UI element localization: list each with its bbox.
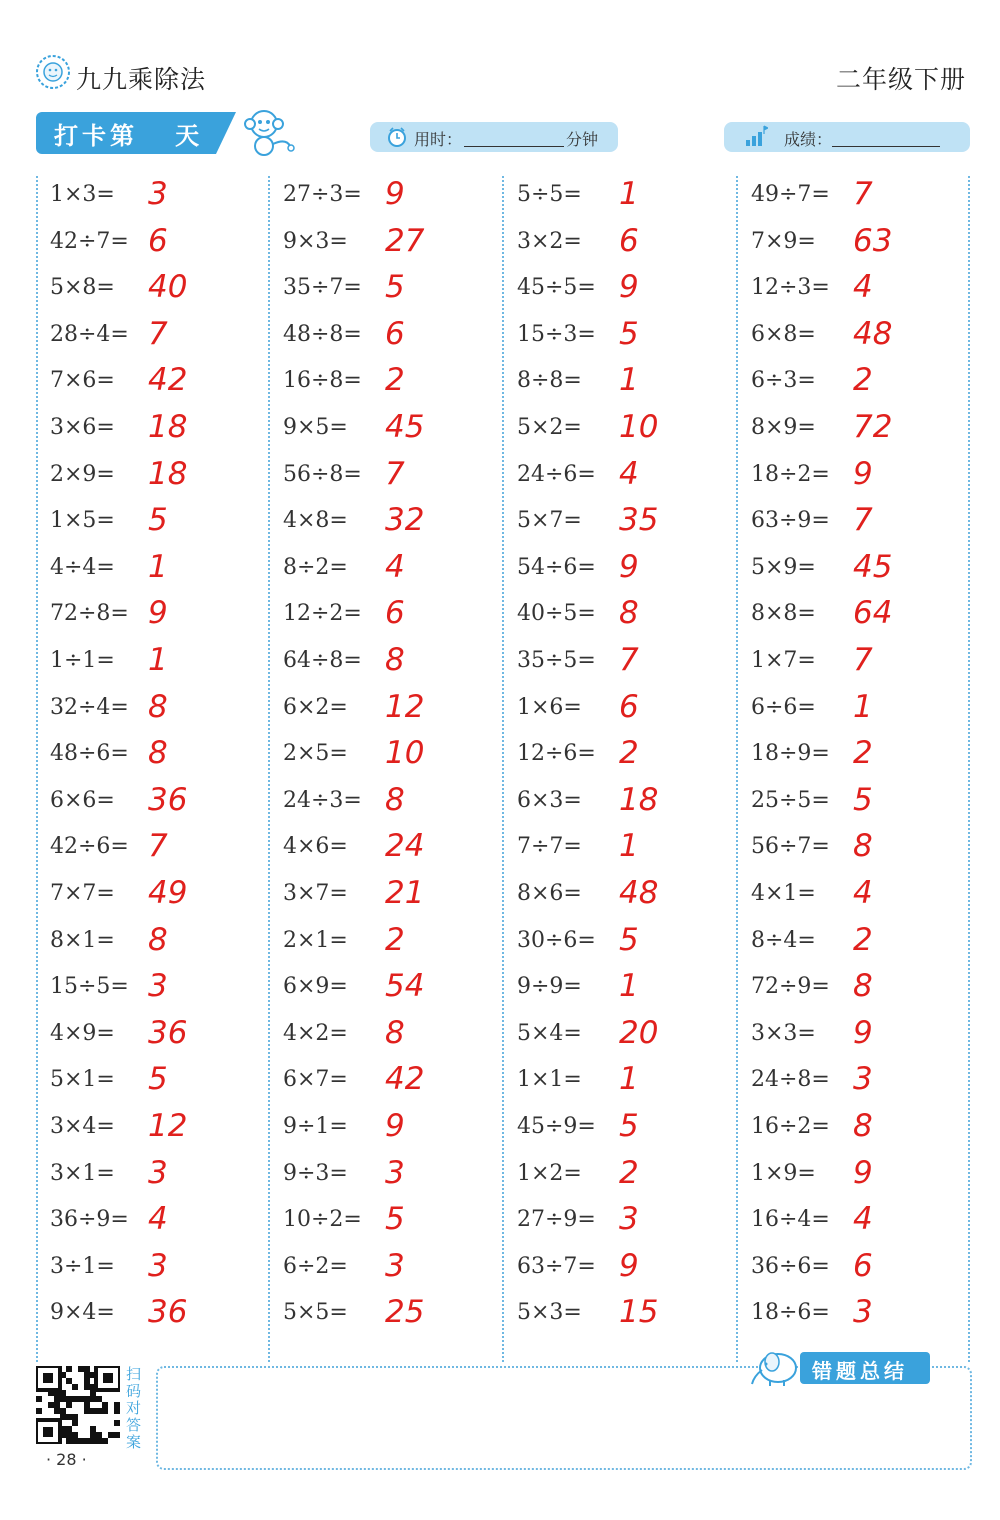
column-divider — [736, 176, 738, 1362]
handwritten-answer: 9 — [619, 269, 639, 306]
handwritten-answer: 36 — [148, 1014, 188, 1051]
handwritten-answer: 18 — [148, 409, 188, 445]
problem-expression: 12÷6= — [517, 741, 596, 767]
problem-expression: 27÷9= — [517, 1207, 596, 1233]
problem-expression: 1×7= — [751, 648, 816, 673]
problem-expression: 3×7= — [283, 881, 348, 906]
handwritten-answer: 4 — [853, 1201, 873, 1238]
problem-expression: 5×5= — [283, 1300, 348, 1326]
handwritten-answer: 8 — [385, 1014, 405, 1051]
handwritten-answer: 9 — [385, 176, 405, 212]
problem-expression: 27÷3= — [283, 182, 362, 207]
handwritten-answer: 64 — [853, 595, 893, 632]
problem-expression: 63÷9= — [751, 508, 830, 534]
problem-expression: 6×3= — [517, 787, 582, 813]
handwritten-answer: 8 — [148, 688, 168, 725]
handwritten-answer: 12 — [385, 688, 425, 725]
problem-expression: 9÷3= — [283, 1160, 348, 1186]
handwritten-answer: 7 — [148, 828, 168, 865]
handwritten-answer: 18 — [619, 781, 659, 818]
checkin-label: 打卡第 天 — [54, 122, 204, 150]
problem-expression: 3÷1= — [50, 1253, 115, 1279]
handwritten-answer: 2 — [853, 362, 873, 399]
handwritten-answer: 1 — [619, 968, 639, 1005]
handwritten-answer: 42 — [385, 1061, 425, 1098]
chart-icon — [744, 124, 768, 148]
problem-expression: 6×7= — [283, 1067, 348, 1093]
problem-expression: 16÷4= — [751, 1207, 830, 1233]
problem-expression: 6×6= — [50, 787, 115, 813]
handwritten-answer: 35 — [619, 502, 659, 539]
handwritten-answer: 9 — [853, 1014, 873, 1051]
problem-expression: 1×9= — [751, 1160, 816, 1186]
handwritten-answer: 7 — [853, 176, 873, 212]
problem-expression: 56÷7= — [751, 834, 830, 860]
handwritten-answer: 4 — [853, 269, 873, 306]
problem-expression: 5×7= — [517, 508, 582, 534]
handwritten-answer: 72 — [853, 409, 893, 445]
problem-expression: 5×8= — [50, 275, 115, 301]
monkey-mascot-icon — [238, 104, 298, 158]
column-divider — [268, 176, 270, 1362]
problem-expression: 10÷2= — [283, 1207, 362, 1233]
problem-expression: 48÷8= — [283, 321, 362, 347]
column-divider — [968, 176, 970, 1362]
handwritten-answer: 27 — [385, 222, 425, 259]
problem-expression: 2×9= — [50, 461, 115, 487]
handwritten-answer: 5 — [385, 269, 405, 306]
handwritten-answer: 3 — [148, 1154, 168, 1191]
handwritten-answer: 7 — [148, 315, 168, 352]
handwritten-answer: 1 — [619, 362, 639, 399]
problem-expression: 7×7= — [50, 881, 115, 906]
handwritten-answer: 2 — [619, 1154, 639, 1191]
handwritten-answer: 3 — [148, 968, 168, 1005]
handwritten-answer: 5 — [619, 315, 639, 352]
handwritten-answer: 6 — [148, 222, 168, 259]
handwritten-answer: 32 — [385, 502, 425, 539]
problem-expression: 30÷6= — [517, 927, 596, 953]
problem-expression: 12÷2= — [283, 601, 362, 627]
problem-expression: 6÷3= — [751, 368, 816, 394]
handwritten-answer: 5 — [148, 1061, 168, 1098]
problem-expression: 9×3= — [283, 228, 348, 254]
handwritten-answer: 7 — [853, 642, 873, 678]
problem-expression: 32÷4= — [50, 694, 129, 720]
handwritten-answer: 6 — [385, 595, 405, 632]
handwritten-answer: 9 — [385, 1108, 405, 1144]
handwritten-answer: 42 — [148, 362, 188, 399]
page-number: · 28 · — [46, 1450, 87, 1469]
problem-expression: 3×6= — [50, 415, 115, 440]
grade-label: 二年级下册 — [835, 65, 966, 94]
handwritten-answer: 5 — [853, 781, 873, 818]
problem-expression: 5×4= — [517, 1020, 582, 1046]
handwritten-answer: 2 — [853, 735, 873, 772]
handwritten-answer: 18 — [148, 455, 188, 492]
handwritten-answer: 3 — [148, 176, 168, 212]
problem-expression: 35÷5= — [517, 648, 596, 673]
problem-expression: 15÷5= — [50, 974, 129, 1000]
problem-expression: 7×6= — [50, 368, 115, 394]
handwritten-answer: 7 — [619, 642, 639, 678]
handwritten-answer: 48 — [853, 315, 893, 352]
handwritten-answer: 48 — [619, 875, 659, 911]
column-divider — [502, 176, 504, 1362]
handwritten-answer: 45 — [853, 548, 893, 585]
handwritten-answer: 3 — [853, 1294, 873, 1331]
problem-expression: 1×3= — [50, 182, 115, 207]
problem-expression: 54÷6= — [517, 554, 596, 580]
problem-expression: 49÷7= — [751, 182, 830, 207]
problem-expression: 4×9= — [50, 1020, 115, 1046]
problem-expression: 15÷3= — [517, 321, 596, 347]
handwritten-answer: 5 — [148, 502, 168, 539]
handwritten-answer: 3 — [385, 1154, 405, 1191]
score-label: 成绩： — [784, 130, 833, 149]
problem-expression: 8÷2= — [283, 554, 348, 580]
handwritten-answer: 6 — [619, 222, 639, 259]
handwritten-answer: 4 — [619, 455, 639, 492]
handwritten-answer: 6 — [619, 688, 639, 725]
problem-expression: 1×1= — [517, 1067, 582, 1093]
handwritten-answer: 9 — [619, 1247, 639, 1284]
problem-expression: 6÷2= — [283, 1253, 348, 1279]
problem-expression: 48÷6= — [50, 741, 129, 767]
problem-expression: 1×2= — [517, 1160, 582, 1186]
problem-expression: 42÷6= — [50, 834, 129, 860]
problem-expression: 4×6= — [283, 834, 348, 860]
handwritten-answer: 10 — [619, 409, 659, 445]
handwritten-answer: 5 — [619, 1108, 639, 1144]
problem-expression: 24÷6= — [517, 461, 596, 487]
problem-expression: 4÷4= — [50, 554, 115, 580]
handwritten-answer: 24 — [385, 828, 425, 865]
problem-expression: 1×6= — [517, 694, 582, 720]
problem-expression: 8÷8= — [517, 368, 582, 394]
problem-expression: 7÷7= — [517, 834, 582, 860]
problem-expression: 3×4= — [50, 1114, 115, 1139]
handwritten-answer: 3 — [853, 1061, 873, 1098]
handwritten-answer: 6 — [853, 1247, 873, 1284]
handwritten-answer: 10 — [385, 735, 425, 772]
problem-expression: 6×8= — [751, 321, 816, 347]
handwritten-answer: 25 — [385, 1294, 425, 1331]
handwritten-answer: 12 — [148, 1108, 188, 1144]
handwritten-answer: 6 — [385, 315, 405, 352]
problem-expression: 9÷1= — [283, 1114, 348, 1139]
problem-expression: 28÷4= — [50, 321, 129, 347]
problem-expression: 3×1= — [50, 1160, 115, 1186]
problem-expression: 24÷8= — [751, 1067, 830, 1093]
handwritten-answer: 36 — [148, 781, 188, 818]
problem-expression: 72÷8= — [50, 601, 129, 627]
problem-expression: 9×5= — [283, 415, 348, 440]
handwritten-answer: 63 — [853, 222, 893, 259]
handwritten-answer: 3 — [385, 1247, 405, 1284]
problem-expression: 56÷8= — [283, 461, 362, 487]
problem-expression: 8÷4= — [751, 927, 816, 953]
problem-expression: 6×2= — [283, 694, 348, 720]
elephant-mascot-icon — [748, 1344, 802, 1388]
summary-label: 错题总结 — [812, 1359, 908, 1383]
problem-expression: 25÷5= — [751, 787, 830, 813]
problem-expression: 5×1= — [50, 1067, 115, 1093]
problem-expression: 5×3= — [517, 1300, 582, 1326]
handwritten-answer: 2 — [385, 921, 405, 958]
handwritten-answer: 2 — [619, 735, 639, 772]
problem-expression: 18÷2= — [751, 461, 830, 487]
handwritten-answer: 40 — [148, 269, 188, 306]
problem-expression: 8×8= — [751, 601, 816, 627]
handwritten-answer: 9 — [619, 548, 639, 585]
handwritten-answer: 36 — [148, 1294, 188, 1331]
handwritten-answer: 9 — [853, 1154, 873, 1191]
handwritten-answer: 54 — [385, 968, 425, 1005]
handwritten-answer: 15 — [619, 1294, 659, 1331]
time-unit: 分钟 — [566, 130, 599, 149]
book-title: 九九乘除法 — [76, 65, 207, 94]
clock-icon — [386, 126, 408, 148]
problem-expression: 45÷9= — [517, 1114, 596, 1139]
handwritten-answer: 1 — [148, 548, 168, 585]
problem-expression: 4×2= — [283, 1020, 348, 1046]
problem-expression: 6÷6= — [751, 694, 816, 720]
problem-expression: 8×9= — [751, 415, 816, 440]
handwritten-answer: 8 — [385, 781, 405, 818]
handwritten-answer: 8 — [853, 828, 873, 865]
handwritten-answer: 45 — [385, 409, 425, 445]
problem-expression: 16÷8= — [283, 368, 362, 394]
problem-expression: 2×5= — [283, 741, 348, 767]
problem-expression: 5×2= — [517, 415, 582, 440]
handwritten-answer: 4 — [385, 548, 405, 585]
problem-expression: 63÷7= — [517, 1253, 596, 1279]
problem-expression: 72÷9= — [751, 974, 830, 1000]
handwritten-answer: 8 — [385, 642, 405, 678]
problem-expression: 24÷3= — [283, 787, 362, 813]
problem-expression: 9÷9= — [517, 974, 582, 1000]
handwritten-answer: 8 — [853, 968, 873, 1005]
problem-expression: 7×9= — [751, 228, 816, 254]
handwritten-answer: 3 — [148, 1247, 168, 1284]
problem-expression: 8×1= — [50, 927, 115, 953]
handwritten-answer: 2 — [853, 921, 873, 958]
problem-expression: 12÷3= — [751, 275, 830, 301]
problem-expression: 36÷6= — [751, 1253, 830, 1279]
handwritten-answer: 5 — [619, 921, 639, 958]
problem-expression: 1÷1= — [50, 648, 115, 673]
problem-expression: 18÷9= — [751, 741, 830, 767]
problem-expression: 9×4= — [50, 1300, 115, 1326]
handwritten-answer: 5 — [385, 1201, 405, 1238]
handwritten-answer: 1 — [619, 1061, 639, 1098]
problem-expression: 18÷6= — [751, 1300, 830, 1326]
handwritten-answer: 9 — [148, 595, 168, 632]
handwritten-answer: 8 — [619, 595, 639, 632]
problem-expression: 5÷5= — [517, 182, 582, 207]
handwritten-answer: 8 — [148, 735, 168, 772]
problem-expression: 35÷7= — [283, 275, 362, 301]
problem-expression: 8×6= — [517, 881, 582, 906]
handwritten-answer: 1 — [619, 176, 639, 212]
handwritten-answer: 3 — [619, 1201, 639, 1238]
handwritten-answer: 9 — [853, 455, 873, 492]
column-divider — [36, 176, 38, 1362]
lion-logo-icon — [34, 52, 72, 92]
handwritten-answer: 1 — [853, 688, 873, 725]
handwritten-answer: 4 — [853, 875, 873, 911]
problem-expression: 4×8= — [283, 508, 348, 534]
problem-expression: 64÷8= — [283, 648, 362, 673]
problem-expression: 36÷9= — [50, 1207, 129, 1233]
handwritten-answer: 8 — [148, 921, 168, 958]
problem-expression: 2×1= — [283, 927, 348, 953]
problem-expression: 45÷5= — [517, 275, 596, 301]
handwritten-answer: 1 — [148, 642, 168, 678]
qr-label: 扫码对答案 — [126, 1365, 142, 1451]
problem-expression: 4×1= — [751, 881, 816, 906]
handwritten-answer: 1 — [619, 828, 639, 865]
handwritten-answer: 4 — [148, 1201, 168, 1238]
problem-expression: 42÷7= — [50, 228, 129, 254]
qr-code-icon[interactable] — [36, 1366, 120, 1444]
problem-expression: 1×5= — [50, 508, 115, 534]
handwritten-answer: 2 — [385, 362, 405, 399]
handwritten-answer: 21 — [385, 875, 425, 911]
score-input-line[interactable] — [832, 126, 940, 147]
problem-expression: 3×3= — [751, 1020, 816, 1046]
problem-expression: 5×9= — [751, 554, 816, 580]
handwritten-answer: 8 — [853, 1108, 873, 1144]
problem-expression: 3×2= — [517, 228, 582, 254]
problem-expression: 40÷5= — [517, 601, 596, 627]
problem-expression: 6×9= — [283, 974, 348, 1000]
time-input-line[interactable] — [464, 126, 564, 147]
handwritten-answer: 7 — [385, 455, 405, 492]
time-label: 用时： — [414, 130, 463, 149]
handwritten-answer: 7 — [853, 502, 873, 539]
problem-expression: 16÷2= — [751, 1114, 830, 1139]
handwritten-answer: 20 — [619, 1014, 659, 1051]
handwritten-answer: 49 — [148, 875, 188, 911]
